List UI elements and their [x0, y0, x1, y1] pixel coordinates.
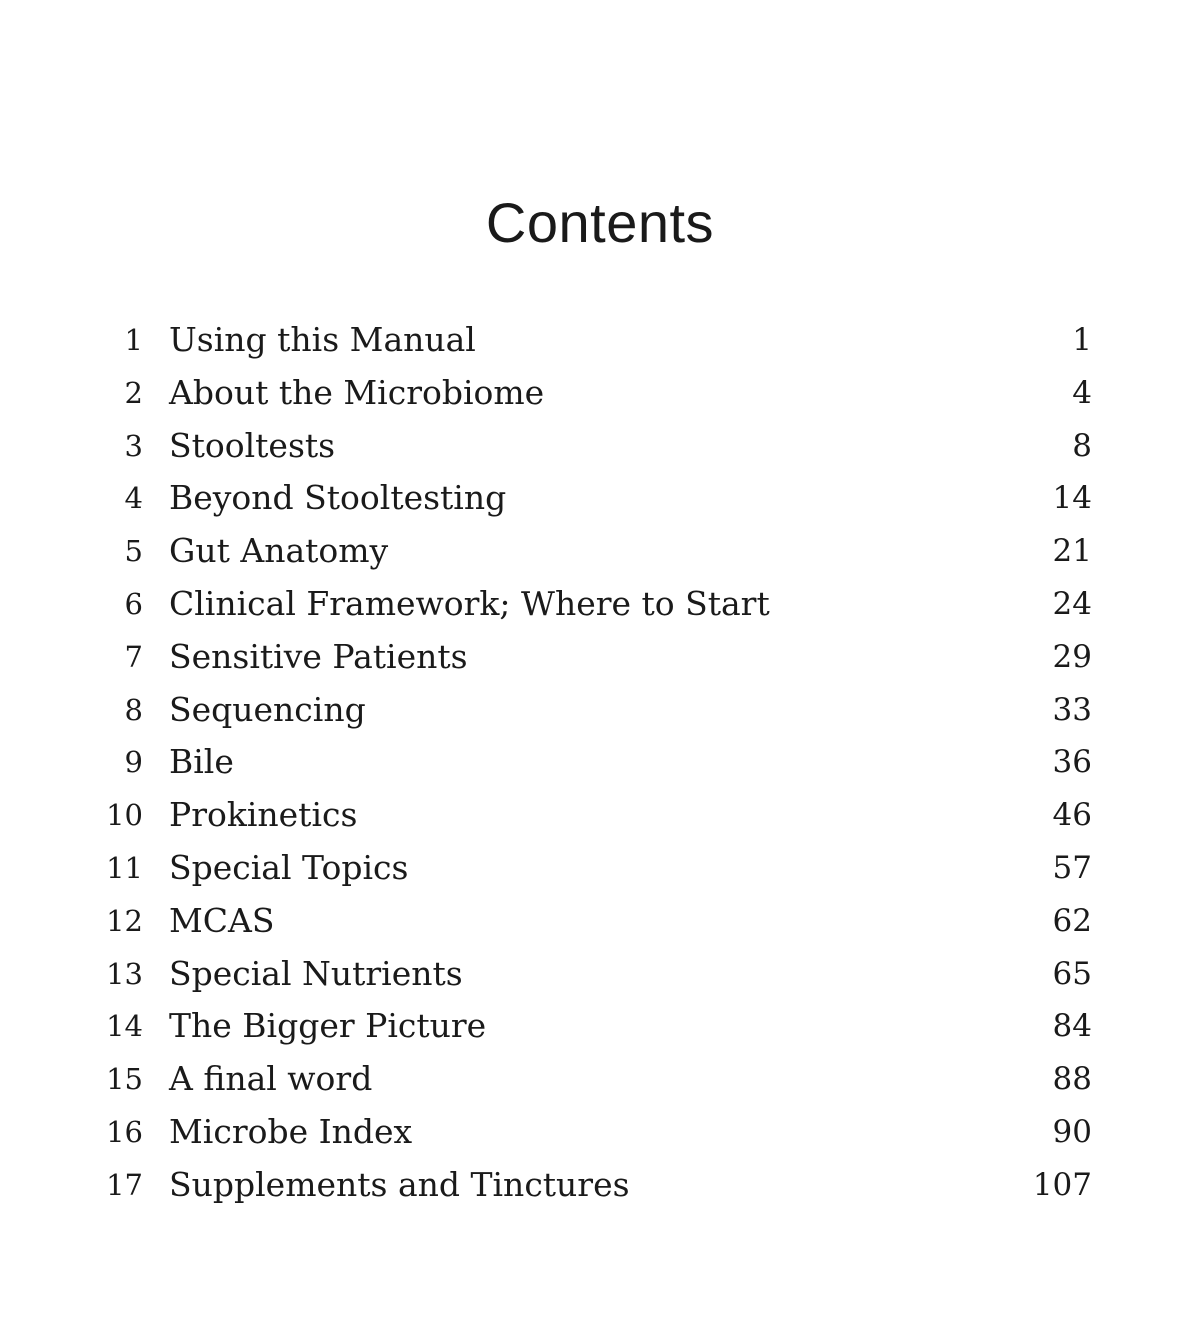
chapter-title[interactable]: Beyond Stooltesting [169, 478, 507, 518]
toc-entry[interactable] [0, 948, 1180, 1001]
toc-entry[interactable] [0, 789, 1180, 842]
page-number: 8 [1072, 427, 1092, 464]
chapter-number: 2 [124, 375, 143, 410]
chapter-title[interactable]: Special Nutrients [169, 953, 463, 993]
chapter-title[interactable]: A final word [169, 1059, 373, 1099]
toc-entry[interactable] [0, 895, 1180, 948]
toc-entry[interactable] [0, 578, 1180, 631]
toc-entry[interactable] [0, 736, 1180, 789]
toc-entry[interactable] [0, 420, 1180, 473]
toc-entry[interactable] [0, 1159, 1180, 1212]
page-number: 46 [1052, 797, 1092, 834]
page-number: 90 [1052, 1113, 1092, 1150]
chapter-number: 10 [106, 798, 143, 833]
chapter-number: 6 [124, 586, 143, 621]
page-number: 88 [1052, 1061, 1092, 1098]
chapter-title[interactable]: Stooltests [169, 425, 336, 465]
toc-entry[interactable] [0, 367, 1180, 420]
page-number: 14 [1052, 480, 1092, 517]
chapter-number: 5 [124, 534, 143, 569]
page-title: Contents [485, 190, 715, 254]
toc-entry[interactable] [0, 472, 1180, 525]
chapter-number: 15 [106, 1062, 143, 1097]
toc-entry[interactable] [0, 525, 1180, 578]
chapter-number: 9 [124, 745, 143, 780]
toc-entry[interactable] [0, 1053, 1180, 1106]
chapter-title[interactable]: Using this Manual [169, 320, 476, 359]
chapter-title[interactable]: Sequencing [169, 689, 366, 729]
chapter-number: 17 [106, 1167, 143, 1202]
chapter-number: 1 [124, 323, 143, 357]
chapter-number: 13 [106, 956, 143, 991]
chapter-title[interactable]: Microbe Index [169, 1111, 413, 1151]
page-number: 65 [1052, 955, 1092, 992]
chapter-title[interactable]: Special Topics [169, 847, 409, 887]
chapter-number: 8 [124, 692, 143, 727]
chapter-title[interactable]: Bile [169, 742, 234, 782]
chapter-number: 11 [106, 850, 143, 885]
page-number: 24 [1052, 585, 1092, 622]
page-number: 4 [1072, 374, 1092, 411]
chapter-number: 4 [124, 481, 143, 516]
page-number: 107 [1032, 1166, 1092, 1203]
chapter-number: 16 [106, 1114, 143, 1149]
table-of-contents [0, 314, 1180, 1212]
chapter-title[interactable]: Supplements and Tinctures [169, 1164, 630, 1204]
chapter-title[interactable]: Clinical Framework; Where to Start [169, 583, 770, 623]
toc-entry[interactable] [0, 631, 1180, 684]
page-number: 36 [1052, 744, 1092, 781]
page-number: 21 [1052, 533, 1092, 570]
chapter-title[interactable]: About the Microbiome [169, 372, 545, 412]
chapter-title[interactable]: MCAS [169, 900, 275, 940]
page-number: 57 [1052, 849, 1092, 886]
chapter-title[interactable]: The Bigger Picture [169, 1006, 487, 1046]
page-number: 62 [1052, 902, 1092, 939]
toc-entry[interactable] [0, 842, 1180, 895]
chapter-title[interactable]: Sensitive Patients [169, 636, 468, 676]
toc-entry[interactable] [0, 1000, 1180, 1053]
chapter-title[interactable]: Gut Anatomy [169, 531, 389, 571]
chapter-number: 3 [124, 428, 143, 463]
chapter-title[interactable]: Prokinetics [169, 795, 358, 835]
chapter-number: 7 [124, 639, 143, 674]
toc-entry[interactable] [0, 1106, 1180, 1159]
chapter-number: 14 [106, 1009, 143, 1044]
page-number: 29 [1052, 638, 1092, 675]
toc-entry[interactable] [0, 684, 1180, 737]
page-number: 84 [1052, 1008, 1092, 1045]
chapter-number: 12 [106, 903, 143, 938]
page-number: 33 [1052, 691, 1092, 728]
toc-entry[interactable] [0, 314, 1180, 367]
page-number: 1 [1072, 322, 1092, 358]
